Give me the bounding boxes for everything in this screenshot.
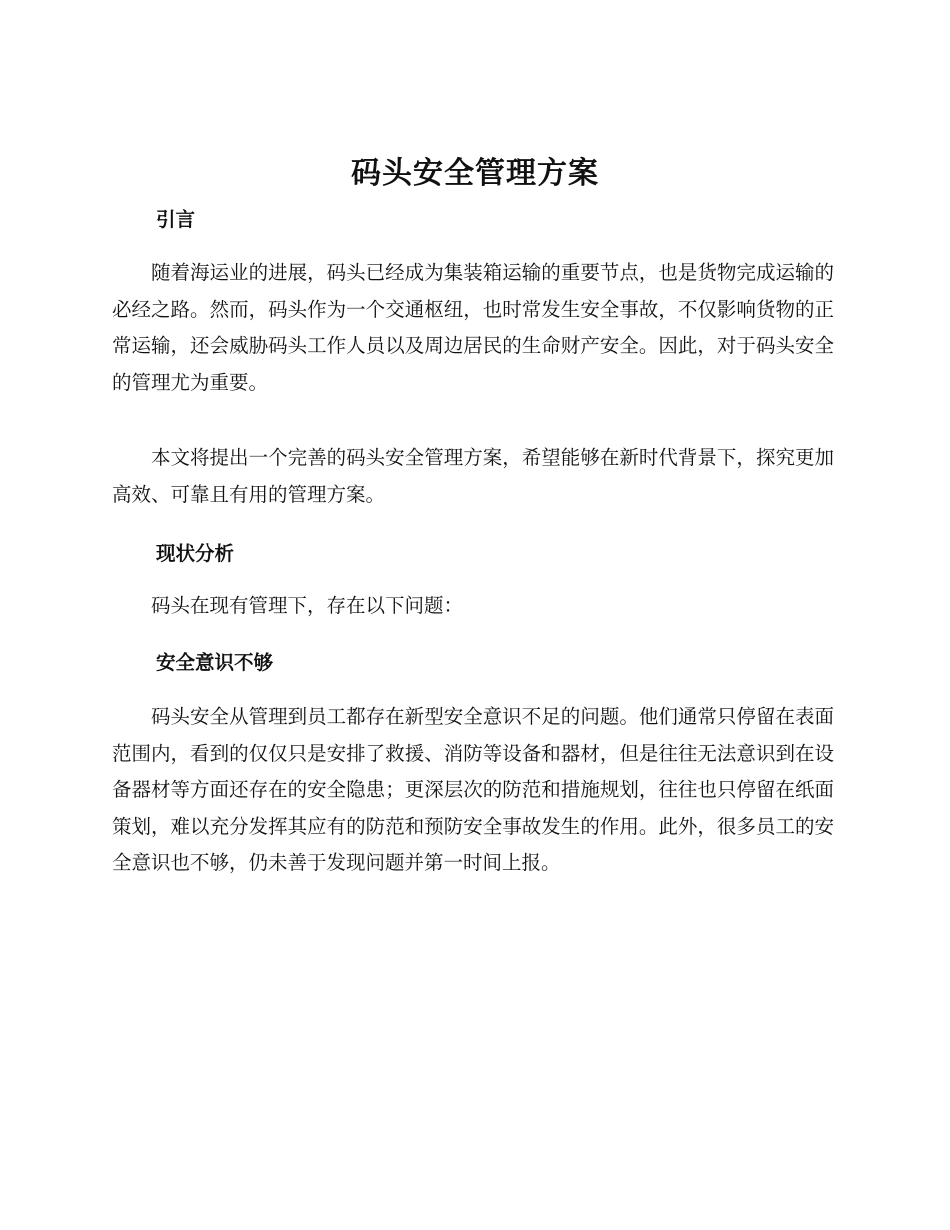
introduction-paragraph-2: 本文将提出一个完善的码头安全管理方案，希望能够在新时代背景下，探究更加高效、可靠且有用的管理方案。: [112, 446, 834, 506]
safety-awareness-paragraph: 码头安全从管理到员工都存在新型安全意识不足的问题。他们通常只停留在表面范围内，看到的仅仅只是安排了救援、消防等设备和器材，但是往往无法意识到在设备器材等方面还存在的安全隐患；更深层次的防范和措施规划，往往也只停留在纸面策划，难以充分发挥其应有的防范和预防安全事故发生的作用。此外，很多员工的安全意识也不够，仍未善于发现问题并第一时间上报。: [112, 705, 834, 874]
introduction-paragraph-1: 随着海运业的进展，码头已经成为集装箱运输的重要节点，也是货物完成运输的必经之路。然而，码头作为一个交通枢纽，也时常发生安全事故，不仅影响货物的正常运输，还会威胁码头工作人员以及周边居民的生命财产安全。因此，对于码头安全的管理尤为重要。: [112, 261, 834, 394]
status-analysis-paragraph: 码头在现有管理下，存在以下问题：: [151, 594, 464, 617]
document-title: 码头安全管理方案: [351, 156, 599, 191]
section-heading-safety-awareness: 安全意识不够: [156, 651, 274, 674]
section-heading-introduction: 引言: [156, 208, 196, 231]
section-heading-status-analysis: 现状分析: [156, 542, 235, 565]
